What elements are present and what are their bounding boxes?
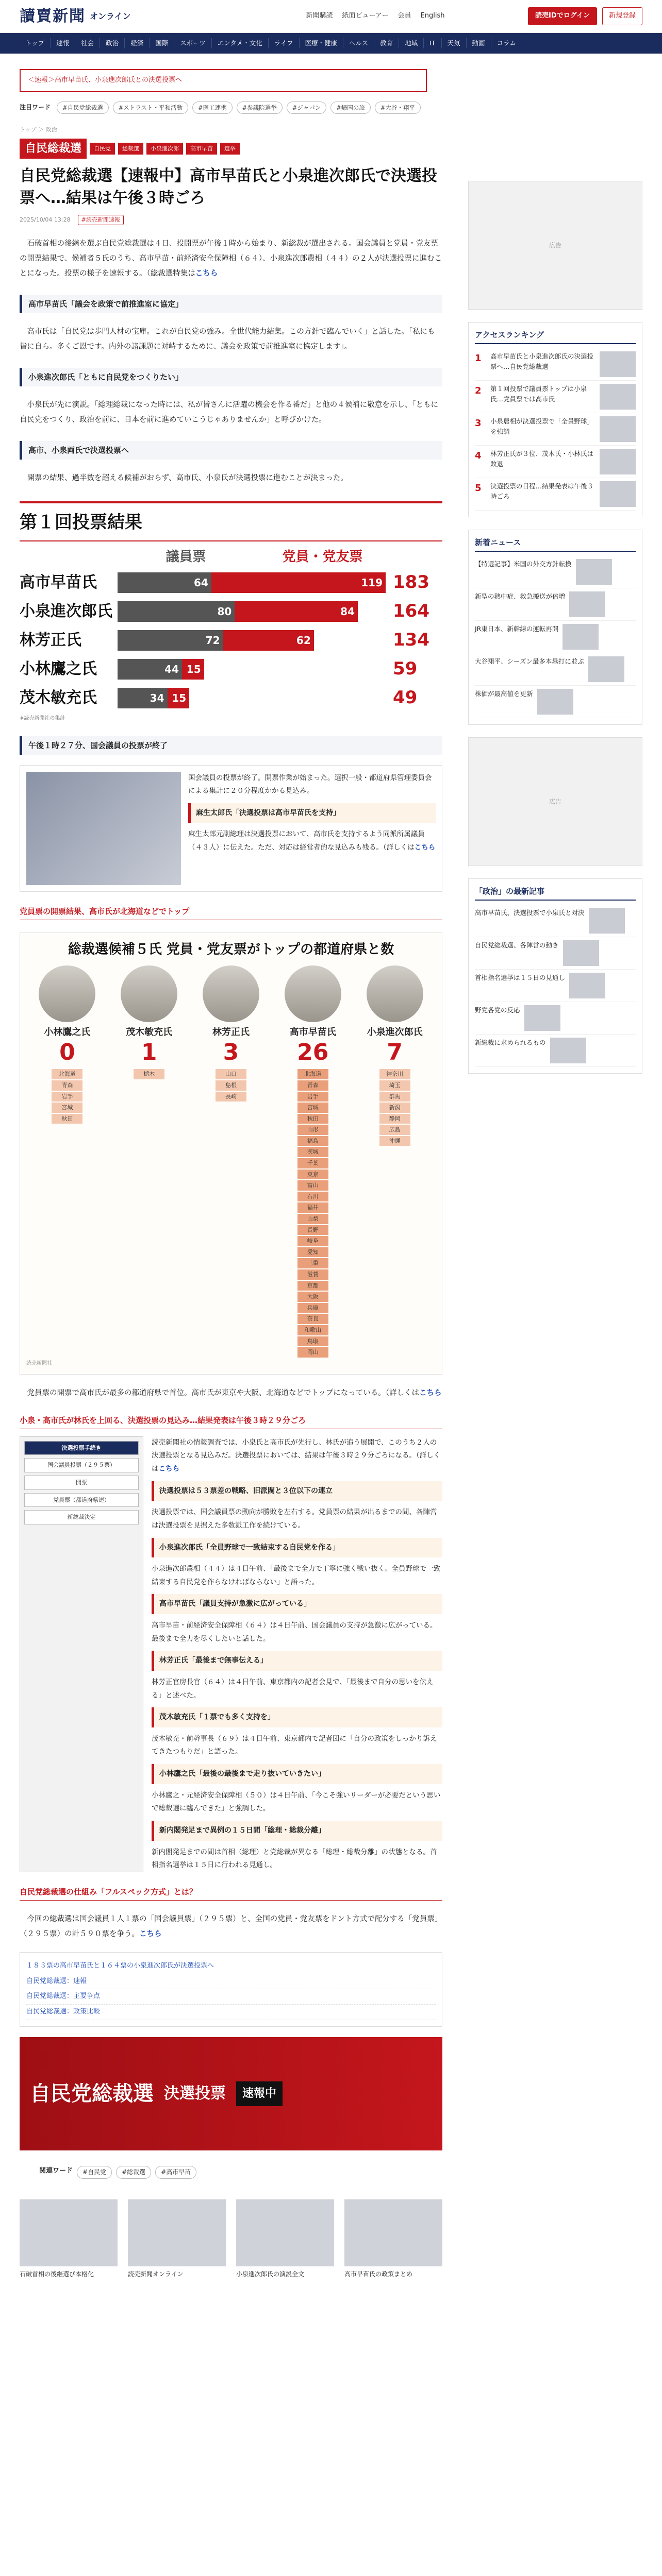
entry-text: 麻生太郎元副総理は決選投票において、高市氏を支持するよう同派所属議員（４３人）に伝えた。ただ、対応は経営者的な見込みも残る。（詳しくはこちら bbox=[188, 830, 436, 852]
prefecture-name: 京都 bbox=[297, 1281, 328, 1291]
candidate-photo bbox=[285, 965, 341, 1022]
subtag[interactable]: 選挙 bbox=[220, 143, 240, 155]
detail-link[interactable]: こちら bbox=[139, 1929, 162, 1938]
section-heading: 党員票の開票結果、高市氏が北海道などでトップ bbox=[20, 905, 442, 920]
thumbnail bbox=[600, 416, 636, 442]
bar-touin: 62 bbox=[223, 630, 314, 651]
thumbnail bbox=[576, 559, 612, 585]
prefecture-name: 福島 bbox=[297, 1136, 328, 1146]
subtag[interactable]: 自民党 bbox=[90, 143, 115, 155]
prefecture-name: 岩手 bbox=[52, 1092, 82, 1102]
prefecture-name: 岐阜 bbox=[297, 1236, 328, 1246]
section-heading: 小泉・高市氏が林氏を上回る、決選投票の見込み…結果発表は午後３時２９分ごろ bbox=[20, 1414, 442, 1429]
subsection-text: 決選投票では、国会議員票の動向が勝敗を左右する。党員票の結果が出るまでの間、各陣営は決選投票を見据えた多数派工作を続けている。 bbox=[152, 1508, 437, 1530]
prefecture-name: 三重 bbox=[297, 1258, 328, 1268]
ranking-item[interactable] bbox=[475, 937, 636, 970]
rank-number: 5 bbox=[475, 483, 482, 494]
ranking-text: 高市早苗氏と小泉進次郎氏の決選投票へ…自民党総裁選 bbox=[490, 352, 594, 371]
ranking-text: 林芳正氏が３位、茂木氏・小林氏は敗退 bbox=[490, 450, 594, 468]
prefecture-name: 埼玉 bbox=[379, 1080, 410, 1091]
banner-sub: 決選投票 bbox=[164, 2084, 226, 2103]
main-tag[interactable]: 自民総裁選 bbox=[20, 139, 87, 159]
prefecture-name: 神奈川 bbox=[379, 1069, 410, 1079]
prefecture-name: 滋賀 bbox=[297, 1269, 328, 1280]
thumbnail bbox=[600, 384, 636, 410]
section-heading: 午後１時２７分、国会議員の投票が終了 bbox=[20, 736, 442, 755]
section-heading: 自民党総裁選の仕組み「フルスペック方式」とは？ bbox=[20, 1886, 442, 1901]
candidate-card bbox=[113, 965, 185, 1065]
card-title: 小泉進次郎氏の演説全文 bbox=[236, 2270, 305, 2278]
lead-paragraph: 石破首相の後継を選ぶ自民党総裁選は４日、投開票が午後１時から始まり、新総裁が選出される。国会議員と党員・党友票の開票結果で、候補者５氏のうち、高市早苗・前経済安全保障相（６４）、小泉進次郎農相（４４）の２人が決選投票に進むことになった。投票の様子を速報する。（総裁選特集はこちら bbox=[20, 239, 442, 278]
ranking-item[interactable] bbox=[475, 970, 636, 1002]
prefecture-count: 7 bbox=[387, 1039, 403, 1065]
ranking-text: 決選投票の日程…結果発表は午後３時ごろ bbox=[490, 482, 594, 501]
candidate-card bbox=[31, 965, 103, 1065]
category-item[interactable]: 天気 bbox=[442, 38, 467, 48]
category-item[interactable]: 地域 bbox=[399, 38, 424, 48]
chart-total-label: 59 bbox=[393, 658, 418, 680]
trend-chip[interactable]: #自民党総裁選 bbox=[57, 101, 109, 114]
flow-step: 党員票（都道府県連） bbox=[24, 1493, 139, 1507]
prefecture-name: 山梨 bbox=[297, 1214, 328, 1224]
rank-number: 4 bbox=[475, 450, 482, 462]
ranking-text: 自民党総裁選、各陣営の動き bbox=[475, 941, 559, 950]
breaking-alert[interactable]: ＜速報＞高市早苗氏、小泉進次郎氏との決選投票へ bbox=[20, 69, 427, 92]
candidate-name: 茂木敏充氏 bbox=[126, 1027, 173, 1038]
section-heading: 小泉進次郎氏「ともに自民党をつくりたい」 bbox=[20, 368, 442, 386]
thumbnail bbox=[569, 973, 605, 998]
section-heading: 高市早苗氏「議会を政策で前推進室に協定」 bbox=[20, 295, 442, 313]
prefecture-name: 宮城 bbox=[52, 1103, 82, 1113]
ranking-item[interactable] bbox=[475, 556, 636, 588]
category-item[interactable]: 国際 bbox=[150, 38, 174, 48]
bar-giin: 44 bbox=[118, 659, 182, 680]
article-date: 2025/10/04 13:28 bbox=[20, 216, 71, 223]
banner-title: 自民党総裁選 bbox=[30, 2081, 154, 2106]
premium-badge[interactable]: #読売新聞速報 bbox=[78, 215, 124, 225]
footer-card[interactable] bbox=[236, 2199, 334, 2279]
subsection-text: 新内閣発足までの間は首相（総理）と党総裁が異なる「総理・総裁分離」の状態となる。首相指名選挙は１５日に行われる見通し。 bbox=[152, 1848, 437, 1870]
prefecture-name: 山口 bbox=[216, 1069, 246, 1079]
photo bbox=[26, 772, 181, 885]
card-title: 高市早苗氏の政策まとめ bbox=[344, 2270, 413, 2278]
map-title: 総裁選候補５氏 党員・党友票がトップの都道府県と数 bbox=[68, 941, 394, 957]
thumbnail bbox=[524, 1005, 560, 1031]
trend-chip[interactable]: #ジャパン bbox=[287, 101, 326, 114]
chart-category-label: 小泉進次郎氏 bbox=[20, 602, 112, 620]
live-banner[interactable] bbox=[20, 2037, 442, 2150]
bar-touin: 119 bbox=[211, 572, 386, 593]
chart-row bbox=[20, 655, 442, 684]
live-entry bbox=[20, 765, 442, 892]
category-item[interactable]: 政治 bbox=[100, 38, 125, 48]
prefecture-name: 栃木 bbox=[134, 1069, 164, 1079]
register-button[interactable]: 新規登録 bbox=[602, 7, 642, 25]
subsection-heading: 決選投票は５３票差の戦略、旧派閥と３位以下の連立 bbox=[152, 1481, 442, 1501]
category-item[interactable]: ヘルス bbox=[343, 38, 374, 48]
ranking-text: JR東日本、新幹線の運転再開 bbox=[475, 625, 559, 633]
ranking-text: 首相指名選挙は１５日の見通し bbox=[475, 974, 566, 982]
keyword-chip[interactable]: #高市早苗 bbox=[155, 2166, 196, 2179]
prefecture-column bbox=[134, 1069, 164, 1357]
thumbnail bbox=[562, 624, 599, 650]
prefecture-name: 山形 bbox=[297, 1125, 328, 1135]
category-item[interactable]: IT bbox=[424, 38, 441, 48]
prefecture-name: 北海道 bbox=[297, 1069, 328, 1079]
prefecture-name: 秋田 bbox=[52, 1114, 82, 1124]
paragraph: 今回の総裁選は国会議員１人１票の「国会議員票」（２９５票）と、全国の党員・党友票をドント方式で配分する「党員票」（２９５票）の計５９０票を争う。こちら bbox=[20, 1914, 442, 1938]
prefecture-name: 群馬 bbox=[379, 1092, 410, 1102]
subsection-text: 小林鷹之・元経済安全保障相（５０）は４日午前、「今こそ強いリーダーが必要だという思いで総裁選に臨んできた」と強調した。 bbox=[152, 1791, 441, 1813]
bar-touin: 15 bbox=[168, 688, 190, 708]
vote-results-chart bbox=[20, 501, 442, 723]
category-item[interactable]: トップ bbox=[20, 38, 51, 48]
prefecture-name: 東京 bbox=[297, 1170, 328, 1180]
category-item[interactable]: コラム bbox=[491, 38, 522, 48]
keyword-chip[interactable]: #自民党 bbox=[77, 2166, 112, 2179]
paragraph: 小泉氏が先に演説。「総理総裁になった時には、私が皆さんに活躍の機会を作る番だ」と他の４候補に敬意を示し、「ともに自民党をつくり、政治を前に、日本を前に進めていこうじゃありませんか」と呼びかけた。 bbox=[20, 400, 438, 424]
chart-total-label: 183 bbox=[393, 572, 429, 593]
ranking-text: 小泉農相が決選投票で「全員野球」を強調 bbox=[490, 417, 594, 436]
candidate-photo bbox=[367, 965, 423, 1022]
new-news bbox=[468, 530, 642, 725]
category-item[interactable]: 経済 bbox=[125, 38, 150, 48]
chart-total-label: 164 bbox=[393, 601, 429, 622]
subsection-heading: 新内閣発足まで異例の１５日間「総理・総裁分離」 bbox=[152, 1821, 442, 1841]
ranking-item[interactable] bbox=[475, 348, 636, 381]
flow-step: 開票 bbox=[24, 1476, 139, 1490]
rank-number: 1 bbox=[475, 353, 482, 364]
thumbnail bbox=[569, 591, 605, 617]
prefecture-name: 北海道 bbox=[52, 1069, 82, 1079]
ranking-text: 新総裁に求められるもの bbox=[475, 1039, 546, 1047]
category-item[interactable]: 社会 bbox=[75, 38, 100, 48]
ranking-text: 新型の熱中症、救急搬送が倍増 bbox=[475, 592, 566, 601]
chart-row bbox=[20, 568, 442, 597]
logo-sub: オンライン bbox=[90, 11, 131, 21]
related-link[interactable]: 自民党総裁選：主要争点 bbox=[26, 1989, 436, 2005]
prefecture-name: 秋田 bbox=[297, 1114, 328, 1124]
subsection-heading: 茂木敏充氏「１票でも多く支持を」 bbox=[152, 1707, 442, 1727]
chart-category-label: 茂木敏充氏 bbox=[20, 688, 97, 707]
subtag[interactable]: 総裁選 bbox=[118, 143, 143, 155]
prefecture-count: 1 bbox=[141, 1039, 157, 1065]
chart-row bbox=[20, 597, 442, 626]
prefecture-name: 新潟 bbox=[379, 1103, 410, 1113]
entry-text: 国会議員の投票が終了。開票作業が始まった。選択一般・都道府県管理委員会による集計に２０分程度かかる見込み。 bbox=[188, 773, 432, 795]
prefecture-name: 岩手 bbox=[297, 1092, 328, 1102]
prefecture-name: 宮城 bbox=[297, 1103, 328, 1113]
prefecture-map-graphic bbox=[20, 933, 442, 1375]
chart-row bbox=[20, 684, 442, 713]
prefecture-name: 愛知 bbox=[297, 1247, 328, 1258]
politics-title: 「政治」の最新記事 bbox=[475, 885, 636, 901]
thumbnail bbox=[600, 481, 636, 507]
prefecture-count: 0 bbox=[59, 1039, 75, 1065]
subtag[interactable]: 高市早苗 bbox=[186, 143, 217, 155]
prefecture-name: 岡山 bbox=[297, 1347, 328, 1358]
sidebar bbox=[468, 114, 642, 2179]
candidate-card bbox=[277, 965, 349, 1065]
article-main bbox=[20, 114, 442, 2179]
prefecture-name: 長崎 bbox=[216, 1092, 246, 1102]
ranking-text: 野党各党の反応 bbox=[475, 1006, 520, 1014]
inset-heading: 麻生太郎氏「決選投票は高市早苗氏を支持」 bbox=[188, 803, 436, 823]
detail-link[interactable]: こちら bbox=[414, 843, 436, 852]
keyword-chip[interactable]: #総裁選 bbox=[116, 2166, 151, 2179]
paragraph: 開票の結果、過半数を超える候補がおらず、高市氏、小泉氏が決選投票に進むことが決まった。 bbox=[27, 473, 348, 482]
prefecture-name: 鳥取 bbox=[297, 1336, 328, 1347]
prefecture-count: 26 bbox=[297, 1039, 329, 1065]
chart-note: ※読売新聞社の集計 bbox=[20, 715, 65, 721]
prefecture-column bbox=[52, 1069, 82, 1357]
prefecture-name: 沖縄 bbox=[379, 1136, 410, 1146]
topnav-item[interactable]: 紙面ビューアー bbox=[342, 12, 389, 20]
top-nav bbox=[306, 11, 445, 22]
subtag[interactable]: 小泉進次郎 bbox=[146, 143, 183, 155]
candidate-name: 高市早苗氏 bbox=[289, 1027, 336, 1038]
ranking-item[interactable] bbox=[475, 381, 636, 413]
card-image bbox=[20, 2199, 118, 2266]
candidate-name: 小泉進次郎氏 bbox=[367, 1027, 423, 1038]
card-title: 石破首相の後継選び本格化 bbox=[20, 2270, 94, 2278]
flow-graphic bbox=[20, 1436, 143, 1872]
footer-card[interactable] bbox=[344, 2199, 442, 2279]
candidate-name: 小林鷹之氏 bbox=[44, 1027, 91, 1038]
prefecture-name: 広島 bbox=[379, 1125, 410, 1135]
thumbnail bbox=[600, 449, 636, 474]
category-item[interactable]: ライフ bbox=[269, 38, 300, 48]
graphic-credit: 読売新聞社 bbox=[26, 1360, 52, 1366]
chart-category-label: 小林鷹之氏 bbox=[20, 659, 97, 678]
subsection-text: 茂木敏充・前幹事長（６９）は４日午前、東京都内で記者団に「自分の政策をしっかり訴えてきたつもりだ」と語った。 bbox=[152, 1734, 437, 1756]
card-image bbox=[344, 2199, 442, 2266]
category-item[interactable]: 速報 bbox=[51, 38, 75, 48]
news-title: 新着ニュース bbox=[475, 536, 636, 552]
card-title: 読売新聞オンライン bbox=[128, 2270, 184, 2278]
related-link[interactable]: １８３票の高市早苗氏と１６４票の小泉進次郎氏が決選投票へ bbox=[26, 1959, 436, 1974]
thumbnail bbox=[588, 656, 624, 682]
article-title: 自民党総裁選【速報中】高市早苗氏と小泉進次郎氏で決選投票へ…結果は午後３時ごろ bbox=[20, 166, 437, 208]
chart-row bbox=[20, 626, 442, 655]
ranking-item[interactable] bbox=[475, 686, 636, 718]
trend-chip[interactable]: #大谷・翔平 bbox=[375, 101, 421, 114]
ad-slot[interactable]: 広告 bbox=[468, 737, 642, 866]
subsection-heading: 小泉進次郎氏「全員野球で一致結束する自民党を作る」 bbox=[152, 1538, 442, 1558]
candidate-name: 林芳正氏 bbox=[212, 1027, 250, 1038]
paragraph: 党員票の開票で高市氏が最多の都道府県で首位。高市氏が東京や大阪、北海道などでトップになっている。（詳しくはこちら bbox=[27, 1388, 442, 1397]
ranking-item[interactable] bbox=[475, 653, 636, 686]
topnav-item[interactable]: 新聞購読 bbox=[306, 12, 333, 20]
chart-bars bbox=[118, 659, 391, 680]
ranking-item[interactable] bbox=[475, 446, 636, 478]
bar-touin: 84 bbox=[235, 601, 358, 622]
thumbnail bbox=[550, 1038, 586, 1063]
trend-label: 注目ワード bbox=[20, 104, 51, 111]
prefecture-name: 島根 bbox=[216, 1080, 246, 1091]
chart-title: 第１回投票結果 bbox=[20, 509, 442, 541]
access-ranking bbox=[468, 322, 642, 517]
candidate-card bbox=[195, 965, 267, 1065]
trend-chip[interactable]: #帰国の旅 bbox=[330, 101, 371, 114]
ad-slot[interactable]: 広告 bbox=[468, 181, 642, 310]
trend-chip[interactable]: #ストラスト・平和活動 bbox=[113, 101, 188, 114]
candidate-photo bbox=[121, 965, 177, 1022]
bar-giin: 72 bbox=[118, 630, 223, 651]
ranking-item[interactable] bbox=[475, 1035, 636, 1067]
topnav-item[interactable]: 会員 bbox=[398, 12, 411, 20]
related-link[interactable]: 自民党総裁選：速報 bbox=[26, 1974, 436, 1990]
ranking-title: アクセスランキング bbox=[475, 329, 636, 344]
bar-giin: 34 bbox=[118, 688, 168, 708]
ranking-item[interactable] bbox=[475, 413, 636, 446]
footer-card[interactable] bbox=[128, 2199, 226, 2279]
prefecture-name: 石川 bbox=[297, 1192, 328, 1202]
category-item[interactable]: 教育 bbox=[374, 38, 399, 48]
flow-step: 決選投票手続き bbox=[24, 1441, 139, 1455]
rank-number: 3 bbox=[475, 418, 482, 429]
top-bar bbox=[0, 0, 662, 33]
trend-chip[interactable]: #参議院選挙 bbox=[237, 101, 283, 114]
section-heading: 高市、小泉両氏で決選投票へ bbox=[20, 441, 442, 460]
category-item[interactable]: スポーツ bbox=[174, 38, 212, 48]
category-item[interactable]: 動画 bbox=[467, 38, 491, 48]
prefecture-name: 奈良 bbox=[297, 1314, 328, 1324]
footer-card[interactable] bbox=[20, 2199, 118, 2279]
bar-giin: 80 bbox=[118, 601, 235, 622]
prefecture-column bbox=[297, 1069, 328, 1357]
candidate-card bbox=[359, 965, 431, 1065]
candidate-photo bbox=[39, 965, 95, 1022]
thumbnail bbox=[600, 351, 636, 377]
paragraph: 読売新聞社の情報調査では、小泉氏と高市氏が先行し、林氏が追う展開で、このうち２人の決選投票となる見込みだ。決選投票においては、結果は午後３時２９分ごろになる。（詳しくはこちら bbox=[152, 1438, 441, 1473]
trend-words bbox=[20, 101, 642, 114]
chart-category-label: 高市早苗氏 bbox=[20, 573, 97, 591]
footer-cards bbox=[20, 2199, 442, 2279]
subsection-heading: 林芳正氏「最後まで無事伝える」 bbox=[152, 1651, 442, 1671]
prefecture-name: 福井 bbox=[297, 1202, 328, 1213]
chart-col-label: 党員・党友票 bbox=[282, 549, 363, 565]
prefecture-name: 兵庫 bbox=[297, 1303, 328, 1313]
subsection-heading: 小林鷹之氏「最後の最後まで走り抜いていきたい」 bbox=[152, 1764, 442, 1784]
ranking-text: 第１回投票で議員票トップは小泉氏…党員票では高市氏 bbox=[490, 385, 587, 403]
chart-bars bbox=[118, 688, 391, 708]
ranking-item[interactable] bbox=[475, 478, 636, 511]
chart-bars bbox=[118, 572, 391, 593]
prefecture-name: 千葉 bbox=[297, 1158, 328, 1168]
ranking-item[interactable] bbox=[475, 1002, 636, 1035]
ranking-item[interactable] bbox=[475, 621, 636, 653]
card-image bbox=[236, 2199, 334, 2266]
bar-giin: 64 bbox=[118, 572, 211, 593]
prefecture-count: 3 bbox=[223, 1039, 239, 1065]
related-links bbox=[20, 1952, 442, 2027]
detail-link[interactable]: こちら bbox=[158, 1465, 179, 1473]
chart-total-label: 134 bbox=[393, 630, 429, 651]
prefecture-name: 長野 bbox=[297, 1225, 328, 1235]
paragraph: 高市氏は「自民党は歩門人材の宝庫。これが自民党の強み。全世代能力結集。この方針で臨んでいく」と話した。「私にも皆に自ら。多くご恩です。内外の諸課題に対峙するために、議会を政策で前推進室に協定します」。 bbox=[20, 327, 435, 351]
prefecture-name: 青森 bbox=[52, 1080, 82, 1091]
ranking-item[interactable] bbox=[475, 588, 636, 621]
ranking-text: 【特選記事】米国の外交方針転換 bbox=[475, 560, 572, 568]
related-link[interactable]: 自民党総裁選：政策比較 bbox=[26, 2005, 436, 2020]
subsection-heading: 高市早苗氏「議員支持が急激に広がっている」 bbox=[152, 1594, 442, 1614]
chart-category-label: 林芳正氏 bbox=[20, 631, 81, 649]
subsection-text: 小泉進次郎農相（４４）は４日午前、「最後まで全力で丁寧に強く戦い抜く。全員野球で一致結束する自民党を作らなければならない」と語った。 bbox=[152, 1565, 440, 1586]
category-nav bbox=[0, 33, 662, 54]
chart-bars bbox=[118, 630, 391, 651]
candidate-photo bbox=[203, 965, 259, 1022]
thumbnail bbox=[589, 908, 625, 934]
detail-link[interactable]: こちら bbox=[419, 1388, 442, 1397]
prefecture-column bbox=[379, 1069, 410, 1357]
subsection-text: 林芳正官房長官（６４）は４日午前、東京都内の記者会見で、「最後まで自分の思いを伝える」と述べた。 bbox=[152, 1677, 434, 1700]
live-badge: 速報中 bbox=[236, 2081, 283, 2106]
chart-col-label: 議員票 bbox=[166, 549, 206, 565]
prefecture-name: 茨城 bbox=[297, 1147, 328, 1157]
politics-latest bbox=[468, 878, 642, 1074]
trend-chip[interactable]: #医工連携 bbox=[192, 101, 233, 114]
prefecture-name: 静岡 bbox=[379, 1114, 410, 1124]
topnav-item[interactable]: English bbox=[420, 12, 445, 20]
site-logo[interactable] bbox=[20, 4, 131, 29]
thumbnail bbox=[563, 940, 599, 966]
chart-bars bbox=[118, 601, 391, 622]
logo-text: 讀賣新聞 bbox=[20, 7, 86, 25]
category-item[interactable]: 医療・健康 bbox=[300, 38, 344, 48]
feature-link[interactable]: こちら bbox=[195, 269, 218, 278]
category-item[interactable]: エンタメ・文化 bbox=[212, 38, 269, 48]
prefecture-name: 青森 bbox=[297, 1080, 328, 1091]
subsection-text: 高市早苗・前経済安全保障相（６４）は４日午前、国会議員の支持が急激に広がっている。最後まで全力を尽くしたいと話した。 bbox=[152, 1621, 437, 1643]
ranking-text: 株価が最高値を更新 bbox=[475, 690, 533, 698]
ranking-item[interactable] bbox=[475, 905, 636, 937]
keywords-label: 関連ワード bbox=[39, 2167, 73, 2175]
breadcrumb[interactable]: トップ ＞ 政治 bbox=[20, 126, 57, 133]
flow-step: 新総裁決定 bbox=[24, 1510, 139, 1524]
rank-number: 2 bbox=[475, 385, 482, 397]
ranking-text: 高市早苗氏、決選投票で小泉氏と対決 bbox=[475, 909, 585, 917]
chart-total-label: 49 bbox=[393, 687, 418, 708]
bar-touin: 15 bbox=[182, 659, 204, 680]
thumbnail bbox=[537, 689, 573, 715]
prefecture-name: 大阪 bbox=[297, 1292, 328, 1302]
prefecture-column bbox=[216, 1069, 246, 1357]
card-image bbox=[128, 2199, 226, 2266]
flow-step: 国会議員投票（２９５票） bbox=[24, 1458, 139, 1472]
prefecture-name: 富山 bbox=[297, 1180, 328, 1191]
prefecture-name: 和歌山 bbox=[297, 1325, 328, 1335]
ranking-text: 大谷翔平、シーズン最多本塁打に並ぶ bbox=[475, 657, 584, 666]
login-button[interactable]: 読売IDでログイン bbox=[528, 7, 597, 25]
